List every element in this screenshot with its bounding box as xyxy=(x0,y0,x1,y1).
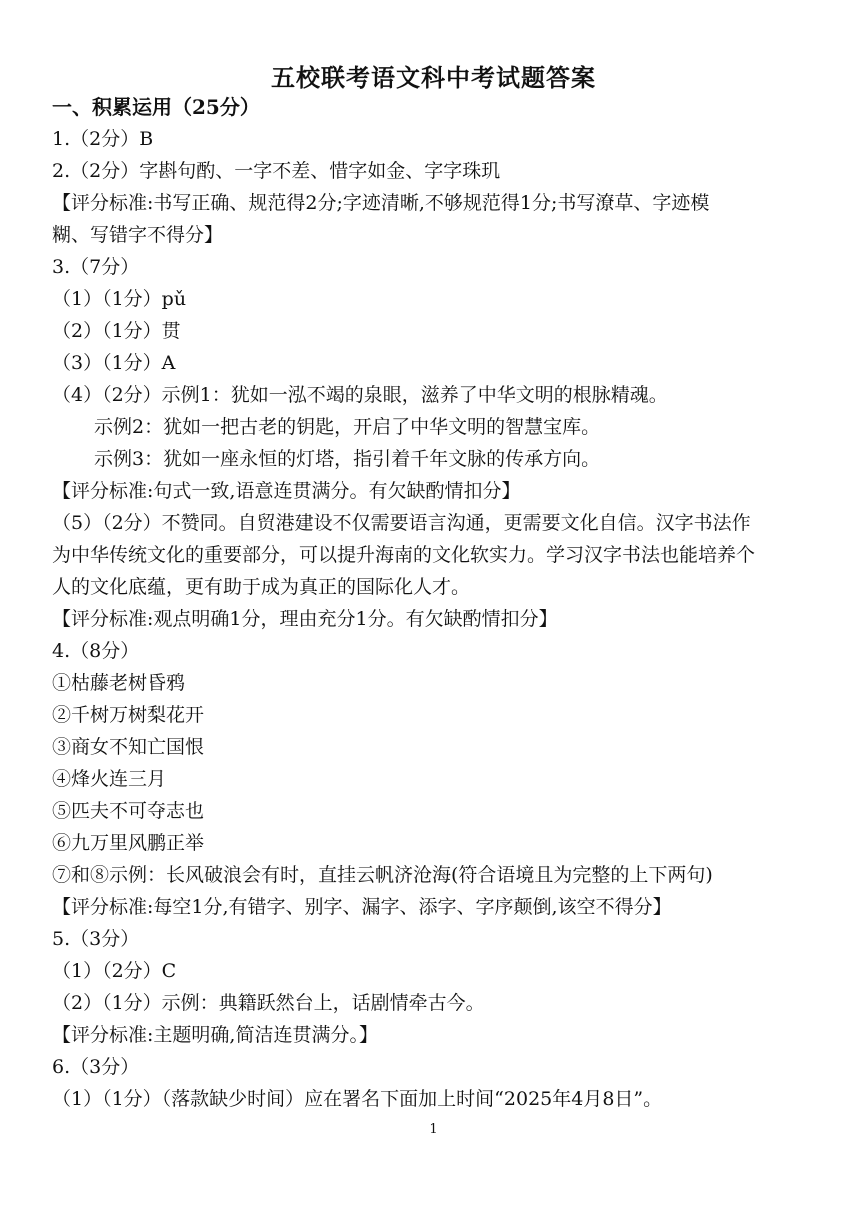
answer-line: （1）（1分）pǔ xyxy=(52,288,187,310)
document-title: 五校联考语文科中考试题答案 xyxy=(271,63,596,92)
answer-line: ⑦和⑧示例：长风破浪会有时，直挂云帆济沧海(符合语境且为完整的上下两句) xyxy=(52,864,713,886)
answer-line: 为中华传统文化的重要部分，可以提升海南的文化软实力。学习汉字书法也能培养个 xyxy=(52,544,756,566)
question-heading: 3.（7分） xyxy=(52,256,140,278)
scoring-note: 【评分标准:观点明确1分，理由充分1分。有欠缺酌情扣分】 xyxy=(52,608,558,630)
answer-line: 1.（2分）B xyxy=(52,128,154,150)
answer-line: （4）（2分）示例1：犹如一泓不竭的泉眼，滋养了中华文明的根脉精魂。 xyxy=(52,384,668,406)
page-number: 1 xyxy=(429,1122,438,1137)
answer-line: （3）（1分）A xyxy=(52,352,176,374)
answer-line: （2）（1分）示例：典籍跃然台上，话剧情牵古今。 xyxy=(52,992,485,1014)
question-heading: 4.（8分） xyxy=(52,640,140,662)
scoring-note: 糊、写错字不得分】 xyxy=(52,224,224,246)
answer-line: ⑤匹夫不可夺志也 xyxy=(52,800,205,822)
answer-line: 人的文化底蕴，更有助于成为真正的国际化人才。 xyxy=(52,576,471,598)
scoring-note: 【评分标准:每空1分,有错字、别字、漏字、添字、字序颠倒,该空不得分】 xyxy=(52,896,672,918)
answer-line: ③商女不知亡国恨 xyxy=(52,736,205,758)
answer-line: ②千树万树梨花开 xyxy=(52,704,205,726)
answer-line: ⑥九万里风鹏正举 xyxy=(52,832,205,854)
question-heading: 5.（3分） xyxy=(52,928,140,950)
answer-line: （2）（1分）贯 xyxy=(52,320,181,342)
question-heading: 6.（3分） xyxy=(52,1056,140,1078)
answer-line: （1）（2分）C xyxy=(52,960,177,982)
answer-line: （5）（2分）不赞同。自贸港建设不仅需要语言沟通，更需要文化自信。汉字书法作 xyxy=(52,512,751,534)
scoring-note: 【评分标准:书写正确、规范得2分;字迹清晰,不够规范得1分;书写潦草、字迹模 xyxy=(52,192,710,214)
answer-line: 示例3：犹如一座永恒的灯塔，指引着千年文脉的传承方向。 xyxy=(94,448,601,470)
answer-line: ④烽火连三月 xyxy=(52,768,167,790)
answer-line: （1）（1分）（落款缺少时间）应在署名下面加上时间“2025年4月8日”。 xyxy=(52,1088,663,1110)
answer-line: 2.（2分）字斟句酌、一字不差、惜字如金、字字珠玑 xyxy=(52,160,501,182)
scoring-note: 【评分标准:句式一致,语意连贯满分。有欠缺酌情扣分】 xyxy=(52,480,521,502)
scoring-note: 【评分标准:主题明确,简洁连贯满分。】 xyxy=(52,1024,378,1046)
answer-line: 示例2：犹如一把古老的钥匙，开启了中华文明的智慧宝库。 xyxy=(94,416,601,438)
answer-line: ①枯藤老树昏鸦 xyxy=(52,672,186,694)
section-heading: 一、积累运用（25分） xyxy=(52,95,260,119)
